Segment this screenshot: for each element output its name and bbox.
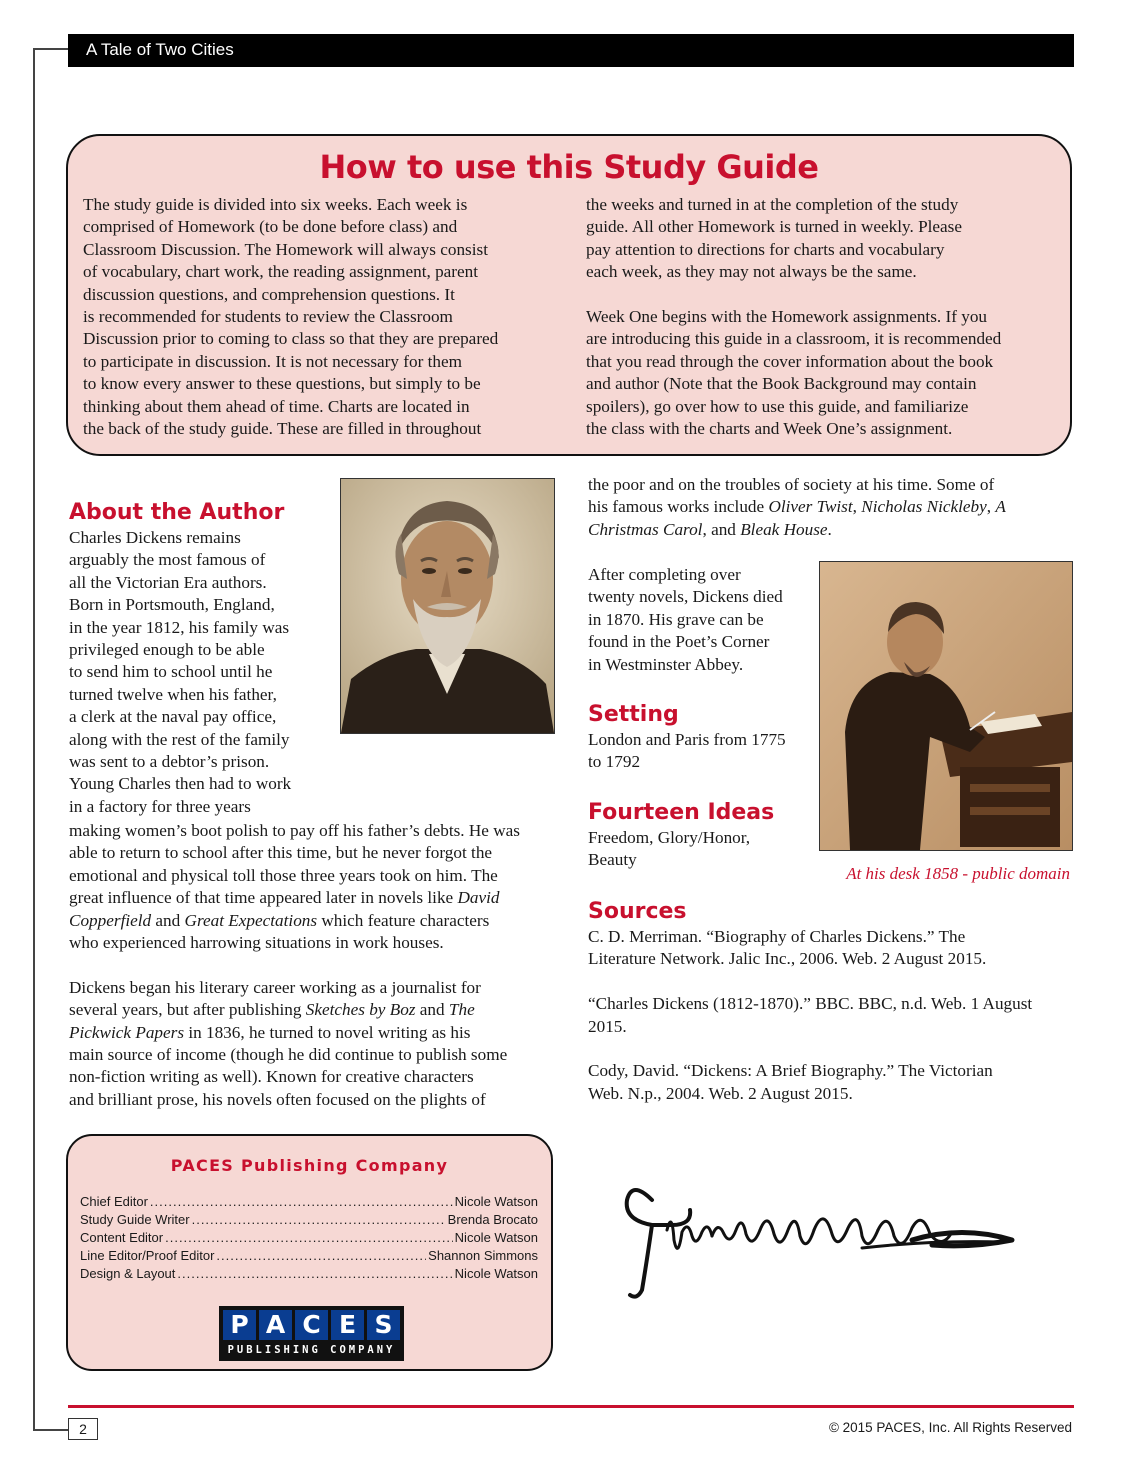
text-span: in 1836, he turned to novel writing as his bbox=[184, 1022, 471, 1042]
dickens-signature bbox=[612, 1170, 1032, 1310]
text-line: main source of income (though he did continue to publish some bbox=[69, 1045, 508, 1065]
logo-letter: A bbox=[259, 1310, 292, 1340]
text-span: . bbox=[827, 519, 832, 539]
credit-name: Brenda Brocato bbox=[447, 1212, 538, 1227]
how-to-use-box bbox=[66, 134, 1072, 456]
text-line: each week, as they may not always be the same. bbox=[586, 262, 917, 282]
text-line: spoilers), go over how to use this guide, and familiarize bbox=[586, 396, 969, 416]
book-title-italic: Oliver Twist bbox=[768, 497, 853, 517]
text-span: , bbox=[986, 497, 996, 517]
photo-caption: At his desk 1858 - public domain bbox=[846, 864, 1070, 883]
credit-role: Chief Editor bbox=[80, 1194, 148, 1209]
text-line: along with the rest of the family bbox=[69, 729, 290, 749]
credit-role: Design & Layout bbox=[80, 1266, 176, 1281]
text-line: privileged enough to be able bbox=[69, 640, 265, 660]
text-line: the poor and on the troubles of society at his time. Some of bbox=[588, 475, 995, 494]
text-line: thinking about them ahead of time. Charts are located in bbox=[83, 396, 470, 416]
book-title-italic: Nicholas Nickleby bbox=[861, 497, 987, 517]
text-line: 2015. bbox=[588, 1016, 627, 1036]
text-line bbox=[69, 999, 559, 1021]
logo-letter: C bbox=[295, 1310, 328, 1340]
text-line: emotional and physical toll those three years took on him. The bbox=[69, 865, 498, 885]
credit-role: Line Editor/Proof Editor bbox=[80, 1248, 215, 1263]
text-line: the back of the study guide. These are filled in throughout bbox=[83, 419, 482, 439]
text-line: arguably the most famous of bbox=[69, 550, 266, 570]
header-bar bbox=[68, 34, 1074, 67]
page-frame-line bbox=[33, 48, 35, 1431]
book-title-italic: The bbox=[448, 1000, 475, 1020]
death-paragraph bbox=[588, 564, 813, 676]
text-line: the class with the charts and Week One’s assignment. bbox=[586, 419, 953, 439]
about-author-continued bbox=[588, 474, 1068, 541]
text-span: which feature characters bbox=[317, 910, 490, 930]
about-author-wide bbox=[69, 820, 559, 1111]
logo-subtitle: PUBLISHING COMPANY bbox=[227, 1344, 396, 1356]
text-line: that you read through the cover information about the book bbox=[586, 351, 994, 371]
page-frame-line bbox=[33, 1429, 69, 1431]
text-line: turned twelve when his father, bbox=[69, 684, 277, 704]
text-line: pay attention to directions for charts and vocabulary bbox=[586, 239, 945, 259]
text-span: great influence of that time appeared later in novels like bbox=[69, 888, 458, 908]
text-line: to 1792 bbox=[588, 752, 641, 772]
setting-section bbox=[588, 701, 813, 774]
dickens-portrait-photo bbox=[340, 478, 555, 734]
text-line: Week One begins with the Homework assignments. If you bbox=[586, 307, 988, 327]
text-line: to know every answer to these questions, but simply to be bbox=[83, 374, 481, 394]
text-line: non-fiction writing as well). Known for creative characters bbox=[69, 1067, 474, 1087]
how-to-use-left-column bbox=[83, 194, 543, 440]
text-line: Charles Dickens remains bbox=[69, 528, 241, 547]
text-line: After completing over bbox=[588, 565, 741, 584]
text-line: of vocabulary, chart work, the reading assignment, parent bbox=[83, 262, 479, 282]
text-line: a clerk at the naval pay office, bbox=[69, 707, 277, 727]
credit-row bbox=[80, 1211, 538, 1229]
text-line: Freedom, Glory/Honor, bbox=[588, 828, 751, 847]
text-line: in a factory for three years bbox=[69, 796, 251, 816]
paces-logo bbox=[219, 1306, 404, 1361]
logo-letter: S bbox=[367, 1310, 400, 1340]
text-line: was sent to a debtor’s prison. bbox=[69, 752, 270, 772]
text-line: “Charles Dickens (1812-1870).” BBC. BBC, n.d. Web. 1 August bbox=[588, 994, 1033, 1014]
text-line: London and Paris from 1775 bbox=[588, 730, 786, 749]
sources-section bbox=[588, 898, 1068, 1105]
text-line: in the year 1812, his family was bbox=[69, 617, 290, 637]
book-title-italic: David bbox=[457, 888, 500, 908]
text-line: Web. N.p., 2004. Web. 2 August 2015. bbox=[588, 1083, 853, 1103]
text-line: found in the Poet’s Corner bbox=[588, 632, 770, 652]
publisher-box bbox=[66, 1134, 553, 1371]
book-title-italic: Sketches by Boz bbox=[305, 1000, 416, 1020]
credit-name: Nicole Watson bbox=[454, 1194, 538, 1209]
logo-letter: E bbox=[331, 1310, 364, 1340]
text-line: all the Victorian Era authors. bbox=[69, 572, 267, 592]
page-number: 2 bbox=[68, 1418, 98, 1440]
text-line: in 1870. His grave can be bbox=[588, 609, 764, 629]
text-line: Classroom Discussion. The Homework will always consist bbox=[83, 239, 488, 259]
how-to-use-title: How to use this Study Guide bbox=[319, 148, 819, 186]
ideas-heading: Fourteen Ideas bbox=[588, 800, 775, 825]
credit-role: Study Guide Writer bbox=[80, 1212, 190, 1227]
credit-role: Content Editor bbox=[80, 1230, 164, 1245]
text-line bbox=[69, 1022, 559, 1044]
text-line: to send him to school until he bbox=[69, 662, 273, 682]
about-author-heading: About the Author bbox=[69, 500, 285, 525]
text-line: and brilliant prose, his novels often focused on the plights of bbox=[69, 1089, 486, 1109]
ideas-section bbox=[588, 799, 813, 872]
publisher-title: PACES Publishing Company bbox=[170, 1156, 449, 1175]
text-line: The study guide is divided into six weeks. Each week is bbox=[83, 195, 468, 214]
footer-rule bbox=[68, 1405, 1074, 1408]
text-line: Discussion prior to coming to class so that they are prepared bbox=[83, 329, 499, 349]
book-title-italic: Copperfield bbox=[69, 910, 152, 930]
text-line: Dickens began his literary career working as a journalist for bbox=[69, 977, 481, 997]
text-span: , and bbox=[702, 519, 741, 539]
text-line: the weeks and turned in at the completion of the study bbox=[586, 195, 959, 214]
logo-letter: P bbox=[223, 1310, 256, 1340]
text-line bbox=[588, 496, 1068, 518]
credit-row bbox=[80, 1265, 538, 1283]
text-line: in Westminster Abbey. bbox=[588, 654, 744, 674]
credit-name: Nicole Watson bbox=[454, 1230, 538, 1245]
setting-heading: Setting bbox=[588, 702, 679, 727]
page-frame-line bbox=[33, 48, 69, 50]
text-line bbox=[69, 887, 559, 909]
text-span: his famous works include bbox=[588, 497, 769, 517]
credit-name: Nicole Watson bbox=[454, 1266, 538, 1281]
text-line: twenty novels, Dickens died bbox=[588, 587, 783, 607]
text-line bbox=[69, 910, 559, 932]
text-span: several years, but after publishing bbox=[69, 1000, 306, 1020]
text-line: discussion questions, and comprehension questions. It bbox=[83, 284, 455, 304]
book-title-italic: Bleak House bbox=[740, 519, 828, 539]
text-line: Young Charles then had to work bbox=[69, 774, 292, 794]
credit-row bbox=[80, 1229, 538, 1247]
book-title-italic: Great Expectations bbox=[184, 910, 318, 930]
text-line: is recommended for students to review the Classroom bbox=[83, 307, 453, 327]
text-line: who experienced harrowing situations in work houses. bbox=[69, 933, 444, 953]
text-line: comprised of Homework (to be done before class) and bbox=[83, 217, 458, 237]
credit-row bbox=[80, 1247, 538, 1265]
book-title: A Tale of Two Cities bbox=[86, 40, 234, 59]
text-line: making women’s boot polish to pay off his father’s debts. He was bbox=[69, 821, 520, 840]
book-title-italic: Pickwick Papers bbox=[69, 1022, 185, 1042]
text-line: to participate in discussion. It is not necessary for them bbox=[83, 351, 462, 371]
sources-heading: Sources bbox=[588, 899, 687, 924]
text-line: able to return to school after this time, but he never forgot the bbox=[69, 843, 493, 863]
text-line: Beauty bbox=[588, 850, 637, 870]
text-span: and bbox=[151, 910, 185, 930]
text-line: guide. All other Homework is turned in weekly. Please bbox=[586, 217, 962, 237]
text-line: Cody, David. “Dickens: A Brief Biography.” The Victorian bbox=[588, 1061, 993, 1081]
credit-name: Shannon Simmons bbox=[428, 1248, 538, 1263]
text-line: and author (Note that the Book Background may contain bbox=[586, 374, 977, 394]
copyright-notice: © 2015 PACES, Inc. All Rights Reserved bbox=[828, 1420, 1072, 1435]
credit-row bbox=[80, 1193, 538, 1211]
text-line: C. D. Merriman. “Biography of Charles Dickens.” The bbox=[588, 927, 966, 946]
how-to-use-right-column bbox=[586, 194, 1031, 440]
text-span: , bbox=[852, 497, 862, 517]
dickens-desk-photo bbox=[819, 561, 1073, 851]
credits-list bbox=[80, 1193, 538, 1283]
book-title-italic: A bbox=[995, 497, 1006, 517]
book-title-italic: Christmas Carol bbox=[588, 519, 703, 539]
about-author-narrow bbox=[69, 499, 334, 818]
text-line: Literature Network. Jalic Inc., 2006. Web. 2 August 2015. bbox=[588, 949, 987, 969]
text-span: and bbox=[415, 1000, 449, 1020]
text-line: Born in Portsmouth, England, bbox=[69, 595, 275, 615]
text-line bbox=[588, 519, 1068, 541]
text-line: are introducing this guide in a classroom, it is recommended bbox=[586, 329, 1002, 349]
